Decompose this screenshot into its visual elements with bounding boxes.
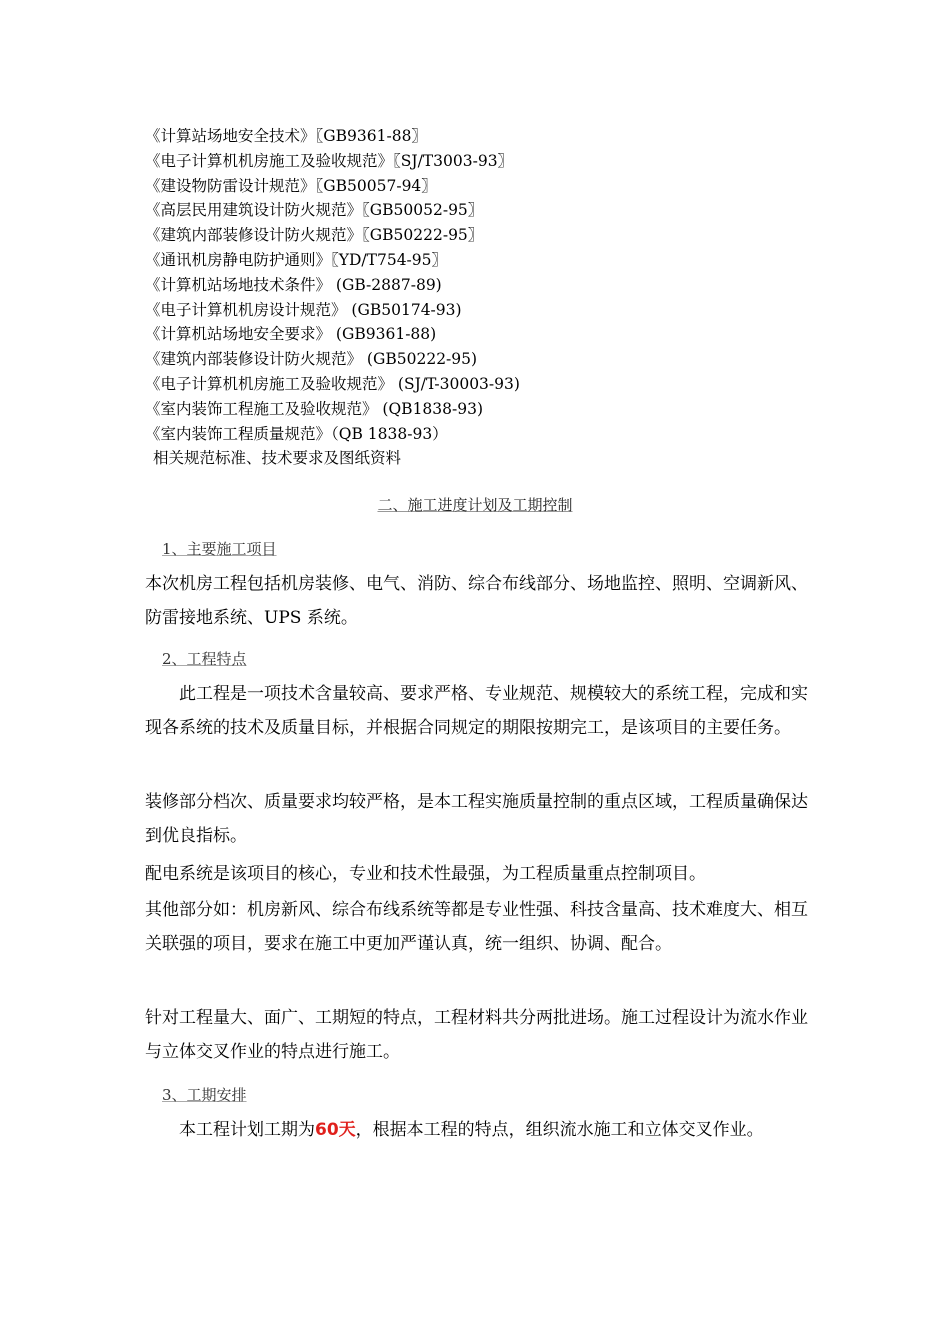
reference-item: 《高层民用建筑设计防火规范》〖GB50052-95〗 bbox=[145, 201, 484, 220]
paragraph-schedule bbox=[145, 1113, 815, 1147]
subheading-schedule: 3、工期安排 bbox=[162, 1086, 247, 1104]
paragraph-main-items: 本次机房工程包括机房装修、电气、消防、综合布线部分、场地监控、照明、空调新风、防雷接地系统、UPS 系统。 bbox=[145, 574, 808, 628]
reference-item: 《电子计算机机房施工及验收规范》〖SJ/T3003-93〗 bbox=[145, 151, 514, 170]
reference-item: 《通讯机房静电防护通则》〖YD/T754-95〗 bbox=[145, 250, 448, 269]
reference-item: 《电子计算机机房设计规范》 (GB50174-93) bbox=[145, 300, 462, 319]
reference-item: 《建筑内部装修设计防火规范》 (GB50222-95) bbox=[145, 350, 478, 369]
schedule-text-after: ，根据本工程的特点，组织流水施工和立体交叉作业。 bbox=[355, 1120, 764, 1140]
reference-list bbox=[145, 124, 845, 471]
schedule-text-before: 本工程计划工期为 bbox=[179, 1120, 315, 1140]
reference-item: 《电子计算机机房施工及验收规范》 (SJ/T-30003-93) bbox=[145, 374, 520, 393]
reference-item: 《计算站场地安全技术》〖GB9361-88〗 bbox=[145, 127, 427, 145]
reference-item: 《建设物防雷设计规范》〖GB50057-94〗 bbox=[145, 176, 437, 195]
reference-item: 《建筑内部装修设计防火规范》〖GB50222-95〗 bbox=[145, 226, 484, 245]
reference-item: 相关规范标准、技术要求及图纸资料 bbox=[153, 449, 402, 468]
paragraph-decoration: 装修部分档次、质量要求均较严格，是本工程实施质量控制的重点区域，工程质量确保达到优良指标。 bbox=[145, 792, 808, 846]
paragraph-materials: 针对工程量大、面广、工期短的特点，工程材料共分两批进场。施工过程设计为流水作业与立体交叉作业的特点进行施工。 bbox=[145, 1008, 808, 1062]
subheading-features: 2、工程特点 bbox=[162, 650, 247, 668]
reference-item: 《计算机站场地技术条件》 (GB-2887-89) bbox=[145, 275, 442, 294]
reference-item: 《室内装饰工程质量规范》（QB 1838-93） bbox=[145, 424, 448, 443]
reference-item: 《计算机站场地安全要求》 (GB9361-88) bbox=[145, 325, 437, 344]
schedule-days-highlight: 60天 bbox=[315, 1120, 356, 1140]
paragraph-features-intro: 此工程是一项技术含量较高、要求严格、专业规范、规模较大的系统工程，完成和实现各系统的技术及质量目标，并根据合同规定的期限按期完工，是该项目的主要任务。 bbox=[145, 684, 808, 738]
section-title: 二、施工进度计划及工期控制 bbox=[377, 496, 573, 514]
reference-item: 《室内装饰工程施工及验收规范》 (QB1838-93) bbox=[145, 399, 484, 418]
paragraph-other-parts: 其他部分如：机房新风、综合布线系统等都是专业性强、科技含量高、技术难度大、相互关联强的项目，要求在施工中更加严谨认真，统一组织、协调、配合。 bbox=[145, 900, 808, 954]
subheading-main-items: 1、主要施工项目 bbox=[162, 540, 277, 558]
paragraph-power-system: 配电系统是该项目的核心，专业和技术性最强，为工程质量重点控制项目。 bbox=[145, 864, 706, 884]
